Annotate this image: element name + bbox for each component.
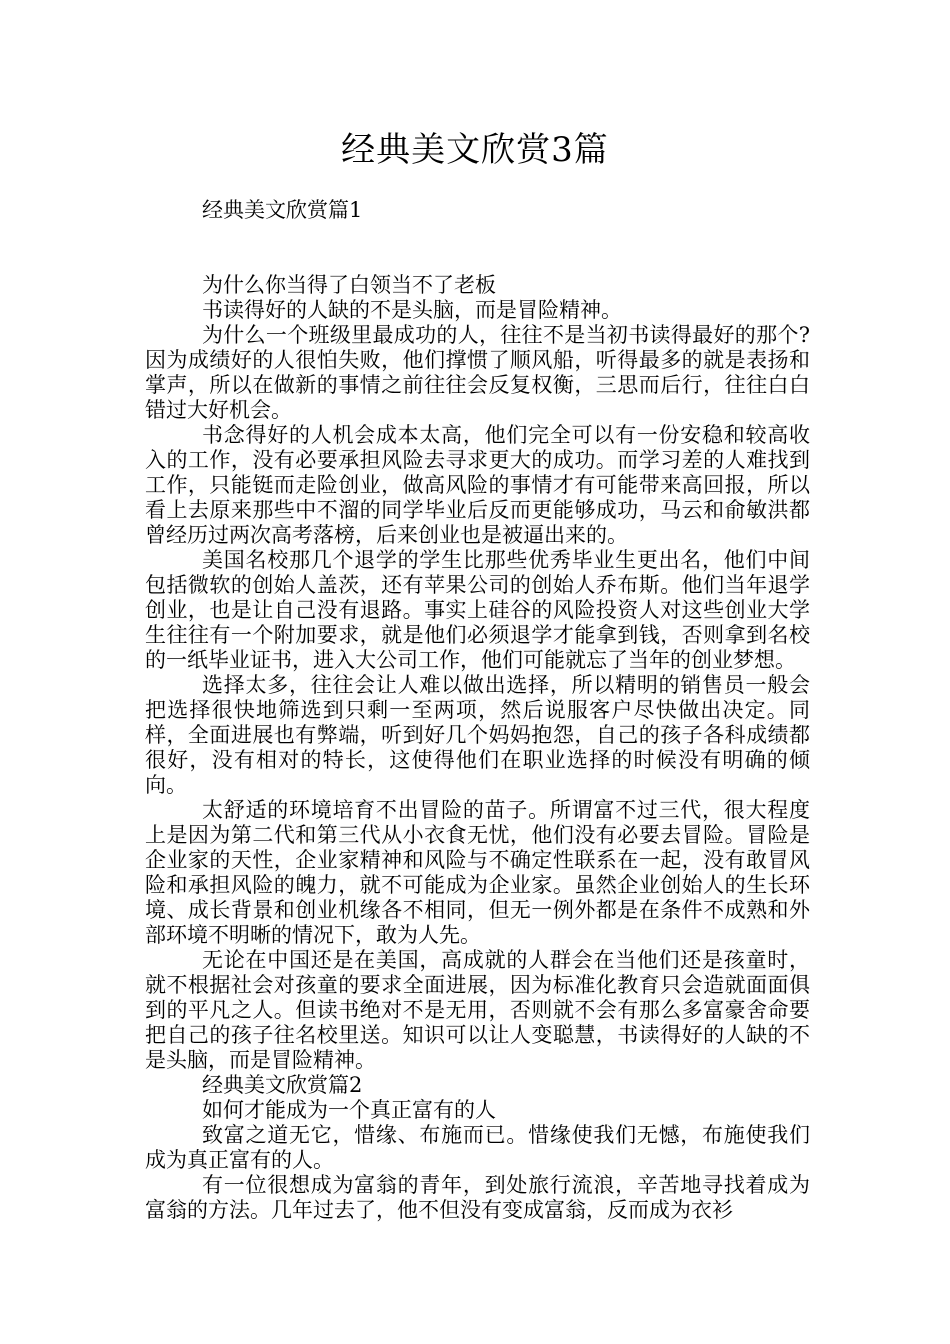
paragraph: 致富之道无它，惜缘、布施而已。惜缘使我们无憾，布施使我们成为真正富有的人。 — [145, 1123, 810, 1172]
paragraph: 有一位很想成为富翁的青年，到处旅行流浪，辛苦地寻找着成为富翁的方法。几年过去了，他不但没有变成富翁，反而成为衣衫 — [145, 1173, 810, 1222]
section-1-label: 经典美文欣赏篇1 — [202, 198, 363, 222]
section-2-label: 经典美文欣赏篇2 — [202, 1073, 363, 1097]
section-1-heading: 为什么你当得了白领当不了老板 — [202, 273, 496, 297]
paragraph: 选择太多，往往会让人难以做出选择，所以精明的销售员一般会把选择很快地筛选到只剩一至两项，然后说服客户尽快做出决定。同样，全面进展也有弊端，听到好几个妈妈抱怨，自己的孩子各科成绩都很好，没有相对的特长，这使得他们在职业选择的时候没有明确的倾向。 — [145, 673, 810, 797]
paragraph: 无论在中国还是在美国，高成就的人群会在当他们还是孩童时，就不根据社会对孩童的要求全面进展，因为标准化教育只会造就面面俱到的平凡之人。但读书绝对不是无用，否则就不会有那么多富豪舍命要把自己的孩子往名校里送。知识可以让人变聪慧，书读得好的人缺的不是头脑，而是冒险精神。 — [145, 948, 810, 1072]
paragraph: 书读得好的人缺的不是头脑，而是冒险精神。 — [202, 298, 622, 322]
document-title: 经典美文欣赏3篇 — [341, 130, 609, 170]
document-body — [145, 198, 810, 1223]
paragraph: 太舒适的环境培育不出冒险的苗子。所谓富不过三代，很大程度上是因为第二代和第三代从小衣食无忧，他们没有必要去冒险。冒险是企业家的天性，企业家精神和风险与不确定性联系在一起，没有敢冒风险和承担风险的魄力，就不可能成为企业家。虽然企业创始人的生长环境、成长背景和创业机缘各不相同，但无一例外都是在条件不成熟和外部环境不明晰的情况下，敢为人先。 — [145, 798, 810, 947]
blank-line — [145, 248, 810, 273]
paragraph: 为什么一个班级里最成功的人，往往不是当初书读得最好的那个?因为成绩好的人很怕失败，他们撑惯了顺风船，听得最多的就是表扬和掌声，所以在做新的事情之前往往会反复权衡，三思而后行，往往白白错过大好机会。 — [145, 323, 810, 422]
section-2-heading: 如何才能成为一个真正富有的人 — [202, 1098, 496, 1122]
blank-line — [145, 223, 810, 248]
paragraph: 美国名校那几个退学的学生比那些优秀毕业生更出名，他们中间包括微软的创始人盖茨，还有苹果公司的创始人乔布斯。他们当年退学创业，也是让自己没有退路。事实上硅谷的风险投资人对这些创业大学生往往有一个附加要求，就是他们必须退学才能拿到钱，否则拿到名校的一纸毕业证书，进入大公司工作，他们可能就忘了当年的创业梦想。 — [145, 548, 810, 672]
paragraph: 书念得好的人机会成本太高，他们完全可以有一份安稳和较高收入的工作，没有必要承担风险去寻求更大的成功。而学习差的人难找到工作，只能铤而走险创业，做高风险的事情才有可能带来高回报，所以看上去原来那些中不溜的同学毕业后反而更能够成功，马云和俞敏洪都曾经历过两次高考落榜，后来创业也是被逼出来的。 — [145, 423, 810, 547]
